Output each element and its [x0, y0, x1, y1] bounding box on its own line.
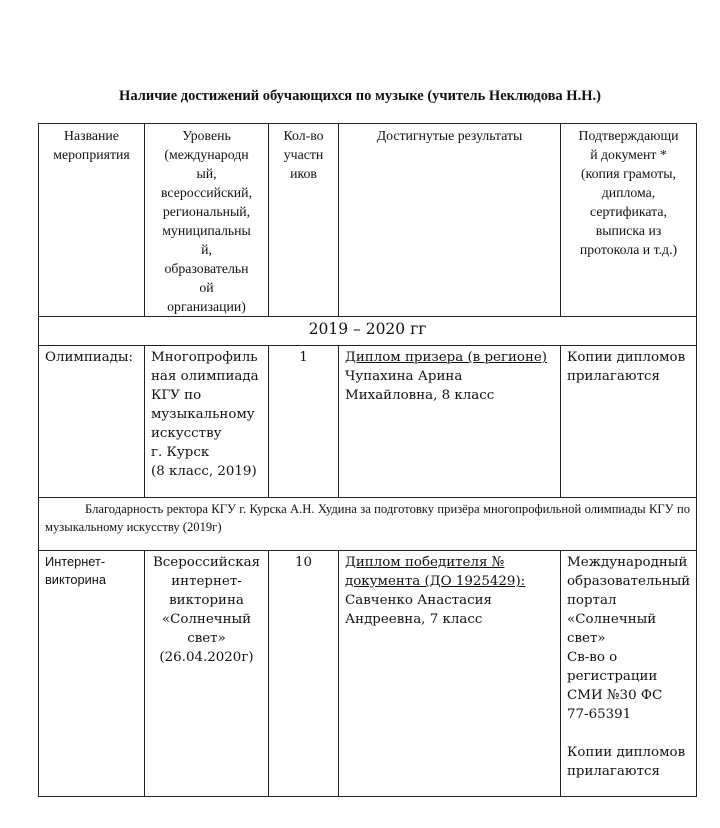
header-line: Уровень [182, 128, 231, 143]
cell-line: интернет- [171, 574, 242, 589]
cell-line: свет» [187, 631, 226, 646]
row-count: 10 [269, 551, 339, 797]
header-line: иков [290, 166, 317, 181]
header-count [269, 124, 339, 317]
header-line: муниципальны [162, 223, 251, 238]
cell-line: «Солнечный [567, 612, 657, 627]
cell-line: Копии дипломов [567, 745, 686, 760]
cell-line: Олимпиады: [45, 350, 134, 365]
cell-line: Савченко Анастасия [345, 593, 492, 608]
cell-line: КГУ по [151, 388, 202, 403]
header-line: Подтверждающи [578, 128, 679, 143]
year-row [39, 317, 697, 346]
header-line: протокола и т.д.) [579, 242, 678, 257]
blank-line [567, 724, 692, 743]
header-line: мероприятия [53, 147, 130, 162]
cell-line: викторина [169, 593, 244, 608]
header-line: Кол-во [283, 128, 324, 143]
cell-line: прилагаются [567, 764, 660, 779]
cell-line: Св-во о [567, 650, 618, 665]
row-count: 1 [269, 346, 339, 498]
cell-line: Андреевна, 7 класс [345, 612, 483, 627]
cell-line: портал [567, 593, 617, 608]
header-line: Название [64, 128, 119, 143]
note-row [39, 498, 697, 551]
header-results [339, 124, 561, 317]
header-line: всероссийский, [160, 185, 253, 200]
result-title: Диплом победителя № [345, 555, 505, 570]
acknowledgement-note: Благодарность ректора КГУ г. Курска А.Н. Худина за подготовку призёра многопрофильной олимпиады КГУ по музыкальному искусству (2019г) [39, 498, 697, 551]
row-level [145, 346, 269, 498]
header-line: организации) [167, 299, 246, 314]
cell-line: образовательный [567, 574, 691, 589]
cell-line: СМИ №30 ФС [567, 688, 663, 703]
cell-line: Михайловна, 8 класс [345, 388, 495, 403]
row-event [39, 346, 145, 498]
header-line: ой [199, 280, 214, 295]
header-line: сертификата, [590, 204, 667, 219]
row-results [339, 346, 561, 498]
cell-line: искусству [151, 426, 222, 441]
header-line: (международн [164, 147, 249, 162]
cell-line: свет» [567, 631, 606, 646]
header-line: диплома, [601, 185, 656, 200]
header-level [145, 124, 269, 317]
table-row [39, 346, 697, 498]
cell-line: Копии дипломов [567, 350, 686, 365]
cell-line: викторина [45, 572, 106, 587]
year-label: 2019 – 2020 гг [39, 317, 697, 346]
row-document [561, 346, 697, 498]
table-header-row [39, 124, 697, 317]
cell-line: (26.04.2020г) [159, 650, 254, 665]
result-title: Диплом призера (в регионе) [345, 350, 548, 365]
cell-line: Международный [567, 555, 688, 570]
header-line: Достигнутые результаты [376, 128, 523, 143]
row-level [145, 551, 269, 797]
header-line: ый, [196, 166, 217, 181]
header-line: участн [283, 147, 324, 162]
table-row [39, 551, 697, 797]
cell-line: (8 класс, 2019) [151, 464, 257, 479]
cell-line: «Солнечный [161, 612, 252, 627]
row-document [561, 551, 697, 797]
header-line: й документ * [590, 147, 667, 162]
cell-line: Чупахина Арина [345, 369, 463, 384]
header-line: выписка из [595, 223, 662, 238]
page-title: Наличие достижений обучающихся по музыке (учитель Неклюдова Н.Н.) [119, 88, 601, 104]
header-event [39, 124, 145, 317]
header-line: региональный, [162, 204, 251, 219]
header-line: (копия грамоты, [581, 166, 676, 181]
cell-line: Многопрофиль [151, 350, 258, 365]
cell-line: г. Курск [151, 445, 210, 460]
result-title: документа (ДО 1925429): [345, 574, 526, 589]
achievements-table [38, 123, 697, 797]
row-results [339, 551, 561, 797]
cell-line: Всероссийская [152, 555, 261, 570]
cell-line: 77-65391 [567, 707, 632, 722]
cell-line: ная олимпиада [151, 369, 259, 384]
cell-line: Интернет- [45, 554, 106, 569]
header-line: й, [201, 242, 212, 257]
cell-line: прилагаются [567, 369, 660, 384]
row-event [39, 551, 145, 797]
cell-line: музыкальному [151, 407, 255, 422]
header-line: образовательн [164, 261, 249, 276]
header-document [561, 124, 697, 317]
cell-line: регистрации [567, 669, 658, 684]
